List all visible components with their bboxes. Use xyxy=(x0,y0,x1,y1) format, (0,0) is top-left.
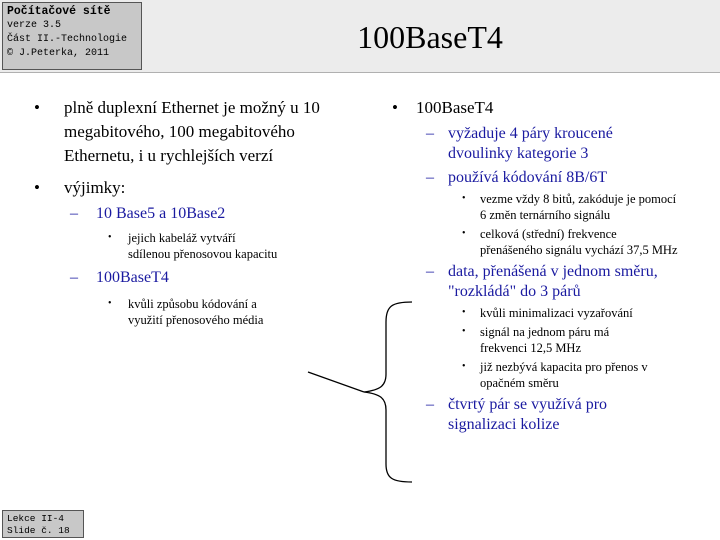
bullet-dash: – xyxy=(426,169,434,186)
course-part: Část II.-Technologie xyxy=(7,34,128,45)
bullet-full-duplex: • plně duplexní Ethernet je možný u 10 megabitového, 100 megabitového Ethernetu, i u rychlejších verzí xyxy=(34,98,320,165)
slide-footer-box xyxy=(2,510,84,538)
lesson-label: Lekce II-4 xyxy=(7,513,65,524)
exception-10base-detail: • jejich kabeláž vytváří sdílenou přenosovou kapacitu xyxy=(108,231,278,261)
course-title: Počítačové sítě xyxy=(7,5,111,18)
slide-title: 100BaseT4 xyxy=(357,19,503,55)
item-encoding-detail-2: • celková (střední) frekvence přenášeného signálu vychází 37,5 MHz xyxy=(462,227,678,257)
bullet-dash: – xyxy=(70,205,78,222)
exception-100baset4-detail: • kvůli způsobu kódování a využití přenosového média xyxy=(108,297,264,327)
exception-10base: – 10 Base5 a 10Base2 xyxy=(70,205,226,222)
bullet-dash: – xyxy=(70,269,78,286)
item-three-pairs-detail-3: • již nezbývá kapacita pro přenos v opačném směru xyxy=(462,360,648,390)
course-version: verze 3.5 xyxy=(7,20,62,31)
brace-curve xyxy=(364,302,412,482)
bullet-dot: • xyxy=(462,361,466,372)
bullet-dot: • xyxy=(462,326,466,337)
bullet-dash: – xyxy=(426,263,434,280)
connector-line xyxy=(308,372,364,392)
item-three-pairs-detail-1: • kvůli minimalizaci vyzařování xyxy=(462,306,633,320)
item-three-pairs: – data, přenášená v jednom směru, "rozkládá" do 3 párů xyxy=(426,263,658,300)
item-fourth-pair: – čtvrtý pár se využívá pro signalizaci kolize xyxy=(426,396,608,433)
bullet-dot: • xyxy=(462,193,466,204)
bullet-exceptions: • výjimky: xyxy=(32,176,332,200)
exception-100baset4: – 100BaseT4 xyxy=(70,269,169,286)
item-four-pairs: – vyžaduje 4 páry kroucené dvoulinky kategorie 3 xyxy=(426,125,613,162)
bullet-dash: – xyxy=(426,396,434,413)
slide-number: Slide č. 18 xyxy=(7,525,70,536)
bullet-dot: • xyxy=(462,307,466,318)
bullet-dot: • xyxy=(34,98,40,117)
bullet-dash: – xyxy=(426,125,434,142)
bullet-dot: • xyxy=(462,228,466,239)
item-three-pairs-detail-2: • signál na jednom páru má frekvenci 12,5 MHz xyxy=(462,325,610,355)
item-encoding: – používá kódování 8B/6T xyxy=(426,169,608,186)
bullet-dot: • xyxy=(108,232,112,243)
bullet-100baset4: • 100BaseT4 xyxy=(390,96,700,120)
item-encoding-detail-1: • vezme vždy 8 bitů, zakóduje je pomocí 6 změn ternárního signálu xyxy=(462,192,677,222)
course-author: © J.Peterka, 2011 xyxy=(7,48,110,59)
bullet-dot: • xyxy=(392,98,398,117)
bullet-dot: • xyxy=(108,298,112,309)
bullet-dot: • xyxy=(34,178,40,197)
